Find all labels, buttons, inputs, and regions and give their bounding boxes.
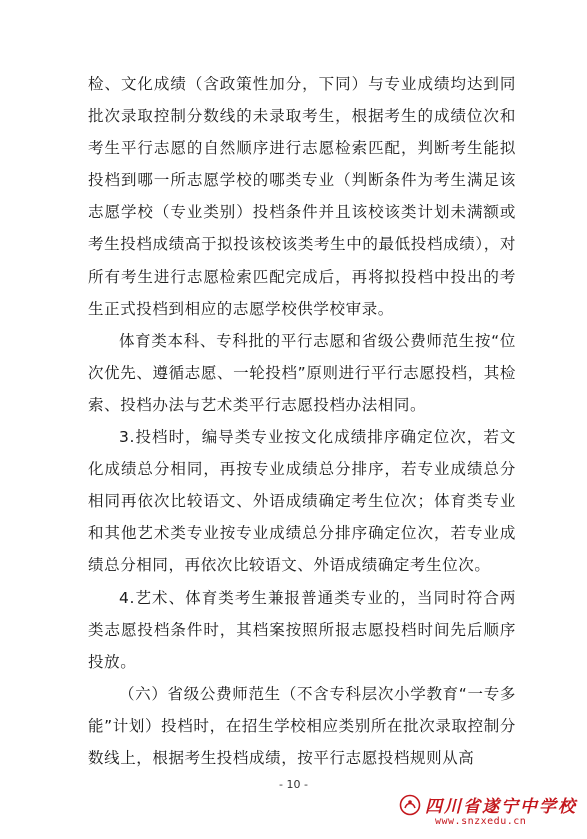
school-watermark bbox=[399, 790, 577, 834]
body-text bbox=[88, 68, 516, 774]
paragraph-4: 4.艺术、体育类考生兼报普通类专业的，当同时符合两类志愿投档条件时，其档案按照所报志愿投档时间先后顺序投放。 bbox=[88, 588, 516, 671]
watermark-title: 四川省遂宁中学校 bbox=[425, 797, 577, 817]
watermark-url: www.snzxedu.cn bbox=[435, 816, 527, 827]
paragraph-3: 3.投档时，编导类专业按文化成绩排序确定位次，若文化成绩总分相同，再按专业成绩总分排序，若专业成绩总分相同再依次比较语文、外语成绩确定考生位次；体育类专业和其他艺术类专业按专业成绩总分排序确定位次，若专业成绩总分相同，再依次比较语文、外语成绩确定考生位次。 bbox=[88, 428, 516, 575]
page-number: - 10 - bbox=[279, 778, 308, 791]
paragraph-2: 体育类本科、专科批的平行志愿和省级公费师范生按“位次优先、遵循志愿、一轮投档”原则进行平行志愿投档，其检索、投档办法与艺术类平行志愿投档办法相同。 bbox=[88, 331, 516, 414]
school-logo-icon bbox=[399, 794, 421, 816]
paragraph-5: （六）省级公费师范生（不含专科层次小学教育“一专多能”计划）投档时，在招生学校相应类别所在批次录取控制分数线上，根据考生投档成绩，按平行志愿投档规则从高 bbox=[88, 684, 516, 767]
paragraph-1: 检、文化成绩（含政策性加分，下同）与专业成绩均达到同批次录取控制分数线的未录取考生，根据考生的成绩位次和考生平行志愿的自然顺序进行志愿检索匹配，判断考生能拟投档到哪一所志愿学校的哪类专业（判断条件为考生满足该志愿学校（专业类别）投档条件并且该校该类计划未满额或考生投档成绩高于拟投该校该类考生中的最低投档成绩），对所有考生进行志愿检索匹配完成后，再将拟投档中投出的考生正式投档到相应的志愿学校供学校审录。 bbox=[88, 75, 516, 318]
